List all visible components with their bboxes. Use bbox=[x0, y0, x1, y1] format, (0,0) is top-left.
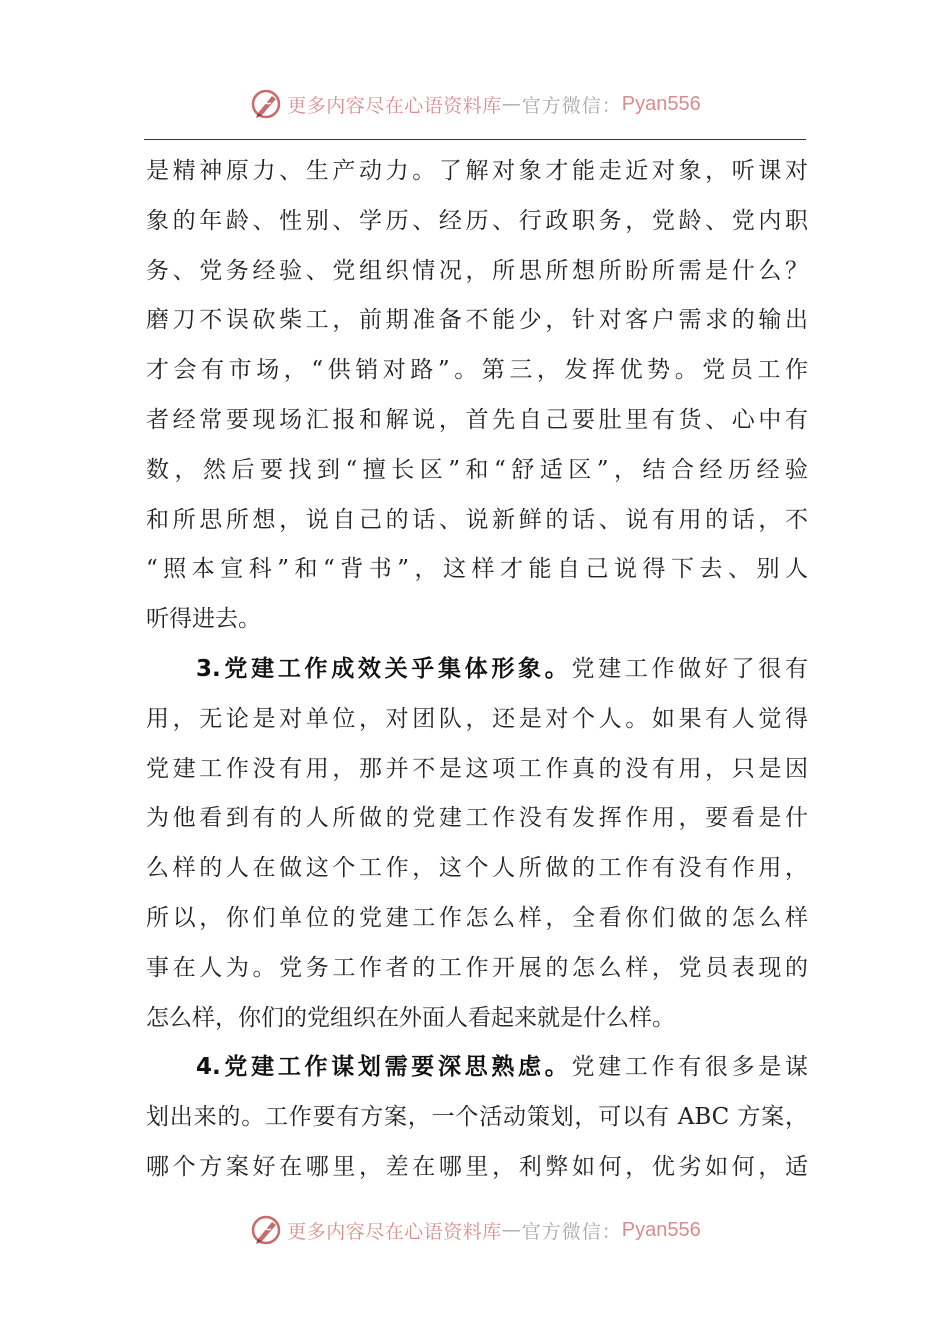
text-line: 务、党务经验、党组织情况，所思所想所盼所需是什么？ bbox=[146, 257, 808, 284]
banner-site-name: 更多内容尽在心语资料库 bbox=[287, 1220, 502, 1243]
text-line: “照本宣科”和“背书”，这样才能自己说得下去、别人 bbox=[146, 556, 808, 583]
text-line: 党建工作没有用，那并不是这项工作真的没有用，只是因 bbox=[146, 755, 808, 782]
header-divider bbox=[144, 139, 806, 140]
text-line: 为他看到有的人所做的党建工作没有发挥作用，要看是什 bbox=[146, 805, 808, 832]
text-line: 磨刀不误砍柴工，前期准备不能少，针对客户需求的输出 bbox=[146, 307, 808, 334]
text-line: 哪个方案好在哪里，差在哪里，利弊如何，优劣如何，适 bbox=[146, 1153, 808, 1180]
banner-dash: — bbox=[501, 1219, 522, 1241]
paragraph-1 bbox=[146, 147, 808, 645]
text-line-first bbox=[146, 1043, 808, 1093]
banner-wechat-label: 官方微信： bbox=[521, 1220, 622, 1243]
text-line: 事在人为。党务工作者的工作开展的怎么样，党员表现的 bbox=[146, 954, 808, 981]
banner-wechat-id: Pyan556 bbox=[621, 92, 701, 115]
document-body bbox=[146, 147, 808, 1193]
text-line: 象的年龄、性别、学历、经历、行政职务，党龄、党内职 bbox=[146, 207, 808, 234]
text-line: 数，然后要找到“擅长区”和“舒适区”，结合经历经验 bbox=[146, 456, 808, 483]
banner-wechat-label: 官方微信： bbox=[521, 94, 622, 117]
header-banner bbox=[0, 84, 950, 124]
text-run: 党建工作有很多是谋 bbox=[571, 1054, 808, 1081]
text-line: 么样的人在做这个工作，这个人所做的工作有没有作用， bbox=[146, 855, 808, 882]
paragraph-2 bbox=[146, 645, 808, 1043]
text-line: 怎么样，你们的党组织在外面人看起来就是什么样。 bbox=[146, 1004, 675, 1031]
footer-banner bbox=[0, 1210, 950, 1250]
banner-wechat-id: Pyan556 bbox=[621, 1218, 701, 1241]
text-line: 才会有市场，“供销对路”。第三，发挥优势。党员工作 bbox=[146, 357, 808, 384]
text-line: 是精神原力、生产动力。了解对象才能走近对象，听课对 bbox=[146, 158, 808, 184]
text-line: 和所思所想，说自己的话、说新鲜的话、说有用的话，不 bbox=[146, 506, 808, 533]
text-line: 划出来的。工作要有方案，一个活动策划，可以有 ABC 方案， bbox=[146, 1104, 808, 1131]
text-line: 所以，你们单位的党建工作怎么样，全看你们做的怎么样 bbox=[146, 904, 808, 931]
text-run: 党建工作做好了很有 bbox=[571, 655, 808, 682]
section-heading-4: 4.党建工作谋划需要深思熟虑。 bbox=[196, 1054, 572, 1081]
text-line: 用，无论是对单位，对团队，还是对个人。如果有人觉得 bbox=[146, 705, 808, 732]
text-line-first bbox=[146, 645, 808, 695]
paragraph-3 bbox=[146, 1043, 808, 1192]
banner-dash: — bbox=[501, 93, 522, 115]
pen-logo-icon bbox=[249, 1213, 283, 1247]
banner-site-name: 更多内容尽在心语资料库 bbox=[287, 94, 502, 117]
section-heading-3: 3.党建工作成效关乎集体形象。 bbox=[196, 655, 572, 682]
text-line: 听得进去。 bbox=[146, 606, 261, 633]
text-line: 者经常要现场汇报和解说，首先自己要肚里有货、心中有 bbox=[146, 406, 808, 433]
pen-logo-icon bbox=[249, 87, 283, 121]
